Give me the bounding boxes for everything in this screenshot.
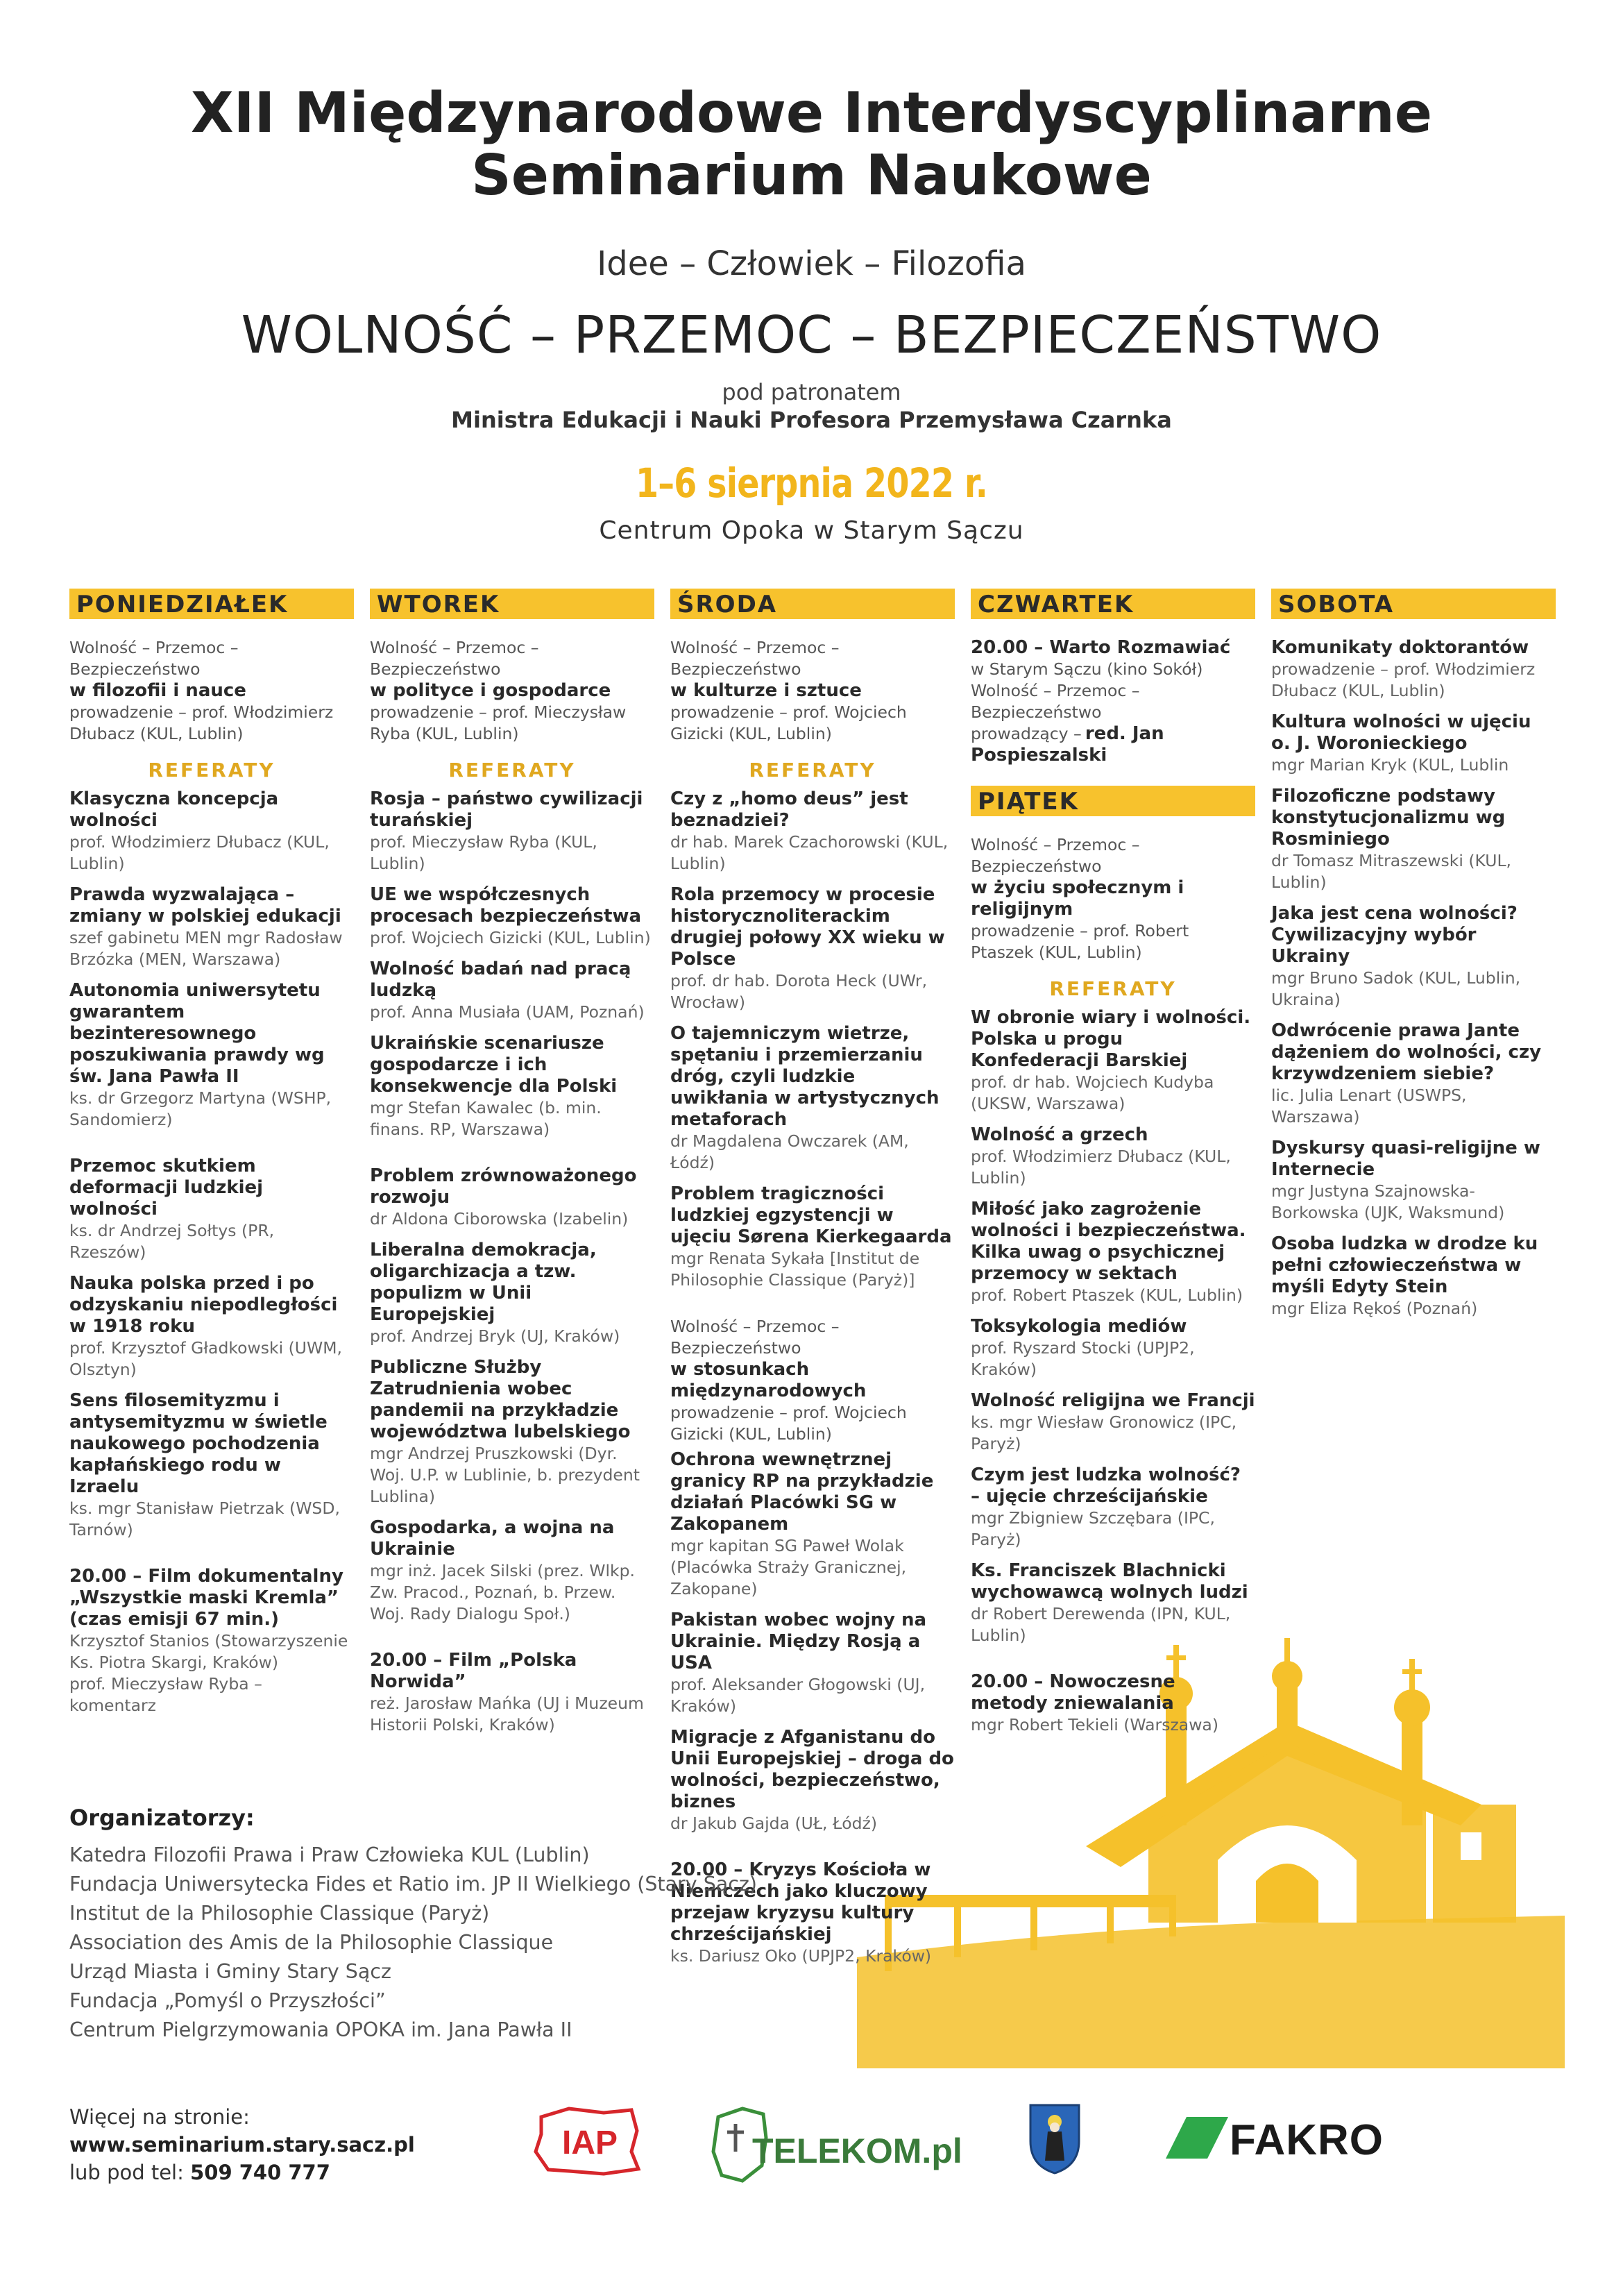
session-title: w filozofii i nauce [69,680,246,701]
lecture-author: prof. dr hab. Dorota Heck (UWr, Wrocław) [670,971,928,1012]
lecture-title: Rola przemocy w procesie historycznoliterackim drugiej połowy XX wieku w Polsce [670,884,945,970]
session-lead: prowadzenie – prof. Robert Ptaszek (KUL, Lublin) [971,921,1189,962]
session-tag: Wolność – Przemoc – Bezpieczeństwo [370,638,539,679]
day-header-thursday: CZWARTEK [971,589,1255,619]
lecture-item [69,1156,354,1263]
session-tag: Wolność – Przemoc – Bezpieczeństwo [69,638,239,679]
session-lead: prowadzenie – prof. Mieczysław Ryba (KUL, Lublin) [370,702,627,743]
event-title: 20.00 – Nowoczesne metody zniewalania [971,1671,1175,1714]
lecture-item [670,1183,955,1291]
phone-label: lub pod tel: [69,2161,184,2184]
lecture-author: mgr Justyna Szajnowska-Borkowska (UJK, Waksmund) [1271,1181,1505,1222]
event-author: Krzysztof Stanios (Stowarzyszenie Ks. Piotra Skargi, Kraków) [69,1631,348,1672]
organizer-item: Institut de la Philosophie Classique (Paryż) [69,1902,490,1925]
lecture-item [971,1464,1255,1551]
session-lead: prowadzenie – prof. Wojciech Gizicki (KUL, Lublin) [670,1403,907,1444]
lecture-author: prof. Ryszard Stocki (UPJP2, Kraków) [971,1338,1195,1379]
lecture-title: Toksykologia mediów [971,1316,1187,1337]
thursday-event-tag: Wolność – Przemoc – Bezpieczeństwo [971,681,1140,722]
lecture-author: dr Robert Derewenda (IPN, KUL, Lublin) [971,1604,1231,1645]
organizers-heading: Organizatorzy: [69,1805,255,1831]
lecture-item [69,788,354,875]
thursday-event-place: w Starym Sączu (kino Sokół) [971,659,1203,679]
lecture-author: mgr Eliza Rękoś (Poznań) [1271,1299,1478,1318]
lecture-item [69,884,354,970]
lecture-item [1271,786,1556,893]
lecture-title: Ochrona wewnętrznej granicy RP na przykładzie działań Placówki SG w Zakopanem [670,1449,934,1535]
lecture-author: dr Aldona Ciborowska (Izabelin) [370,1209,629,1229]
lecture-title: Liberalna demokracja, oligarchizacja a tzw. populizm w Unii Europejskiej [370,1240,597,1325]
phone-number: 509 740 777 [190,2161,330,2184]
day-header-friday: PIĄTEK [971,786,1255,816]
event-dates: 1–6 sierpnia 2022 r. [636,459,987,507]
lecture-title: W obronie wiary i wolności. Polska u progu Konfederacji Barskiej [971,1007,1251,1071]
thursday-event-host [971,723,1255,766]
lecture-title: Publiczne Służby Zatrudnienia wobec pandemii na przykładzie województwa lubelskiego [370,1357,631,1442]
lecture-title: Przemoc skutkiem deformacji ludzkiej wolności [69,1156,264,1219]
lecture-title: Problem zrównoważonego rozwoju [370,1165,637,1208]
more-info-label: Więcej na stronie: [69,2105,250,2129]
lecture-item [971,1124,1255,1189]
title-line-1: XII Międzynarodowe Interdyscyplinarne [191,81,1432,145]
lecture-title: Prawda wyzwalająca – zmiany w polskiej edukacji [69,884,341,927]
lecture-title: Filozoficzne podstawy konstytucjonalizmu wg Rosminiego [1271,786,1506,850]
event-title: 20.00 – Film „Polska Norwida” [370,1650,577,1692]
lecture-title: Miłość jako zagrożenie wolności i bezpieczeństwa. Kilka uwag o psychicznej przemocy w sektach [971,1199,1246,1284]
lecture-item [370,884,654,949]
fakro-logo [1166,2116,1384,2164]
organizer-item: Fundacja Uniwersytecka Fides et Ratio im. JP II Wielkiego (Stary Sącz) [69,1873,758,1896]
iap-logo [527,2103,645,2182]
lecture-author: mgr Andrzej Pruszkowski (Dyr. Woj. U.P. w Lublinie, b. prezydent Lublina) [370,1444,640,1506]
telekom-logo [708,2103,962,2189]
lecture-item [971,1390,1255,1455]
lecture-title: Kultura wolności w ujęciu o. J. Woronieckiego [1271,711,1531,754]
lecture-author: ks. mgr Stanisław Pietrzak (WSD, Tarnów) [69,1499,340,1539]
lecture-title: Odwrócenie prawa Jante dążeniem do wolności, czy krzywdzeniem siebie? [1271,1020,1542,1084]
lecture-author: ks. dr Grzegorz Martyna (WSHP, Sandomierz) [69,1088,332,1129]
lecture-author: lic. Julia Lenart (USWPS, Warszawa) [1271,1086,1467,1126]
lecture-author: prof. Krzysztof Gładkowski (UWM, Olsztyn) [69,1338,342,1379]
lecture-title: Autonomia uniwersytetu gwarantem bezinteresownego poszukiwania prawdy wg św. Jana Pawła II [69,980,325,1087]
event-commentary: prof. Mieczysław Ryba – komentarz [69,1674,262,1715]
lecture-item [670,884,955,1013]
lecture-author: ks. mgr Wiesław Gronowicz (IPC, Paryż) [971,1412,1237,1453]
lecture-author: mgr Stefan Kawalec (b. min. finans. RP, Warszawa) [370,1098,602,1139]
event-author: mgr Robert Tekieli (Warszawa) [971,1715,1218,1734]
lecture-item [670,788,955,875]
day-column-wednesday [670,589,955,1977]
lecture-item [1271,711,1556,776]
lecture-author: dr Magdalena Owczarek (AM, Łódź) [670,1131,909,1172]
lecture-title: Wolność badań nad pracą ludzką [370,959,631,1001]
lecture-title: UE we współczesnych procesach bezpieczeństwa [370,884,642,927]
lecture-title: Migracje z Afganistanu do Unii Europejskiej – droga do wolności, bezpieczeństwo, biznes [670,1727,954,1812]
lecture-author: mgr kapitan SG Paweł Wolak (Placówka Straży Granicznej, Zakopane) [670,1536,907,1598]
lecture-author: mgr Renata Sykała [Institut de Philosophie Classique (Paryż)] [670,1249,920,1290]
lecture-author: dr hab. Marek Czachorowski (KUL, Lublin) [670,832,949,873]
patronage-intro: pod patronatem [722,379,901,405]
lecture-author: ks. dr Andrzej Sołtys (PR, Rzeszów) [69,1221,275,1262]
organizer-item: Urząd Miasta i Gminy Stary Sącz [69,1960,391,1983]
lecture-author: mgr Zbigniew Szczębara (IPC, Paryż) [971,1508,1215,1549]
lecture-title: Komunikaty doktorantów [1271,637,1529,658]
lecture-item [370,1240,654,1347]
lecture-author: prof. Andrzej Bryk (UJ, Kraków) [370,1326,620,1346]
lecture-author: mgr inż. Jacek Silski (prez. Wlkp. Zw. Pracod., Poznań, b. Przew. Woj. Rady Dialogu Społ.) [370,1561,635,1623]
day-column-tuesday [370,589,654,1746]
lecture-title: Czym jest ludzka wolność? – ujęcie chrześcijańskie [971,1464,1241,1507]
fakro-logo-text: FAKRO [1230,2116,1384,2164]
patronage-name: Ministra Edukacji i Nauki Profesora Przemysława Czarnka [451,407,1172,433]
lecture-author: prowadzenie – prof. Włodzimierz Dłubacz (KUL, Lublin) [1271,659,1536,700]
stary-sacz-crest-icon [1027,2100,1082,2179]
lecture-item [1271,903,1556,1011]
lecture-title: Pakistan wobec wojny na Ukrainie. Między Rosją a USA [670,1610,927,1673]
lecture-item [69,1273,354,1381]
lecture-item [370,1033,654,1140]
referaty-label: REFERATY [1049,977,1177,1000]
session-lead: prowadzenie – prof. Włodzimierz Dłubacz (KUL, Lublin) [69,702,334,743]
lecture-title: Gospodarka, a wojna na Ukrainie [370,1517,615,1560]
host-label: prowadzący – [971,724,1082,743]
event-title: 20.00 – Kryzys Kościoła w Niemczech jako kluczowy przejaw kryzysu kultury chrześcijańskiej [670,1859,931,1945]
lecture-title: Wolność religijna we Francji [971,1390,1255,1411]
telekom-logo-text: TELEKOM.pl [752,2132,962,2170]
lecture-author: mgr Bruno Sadok (KUL, Lublin, Ukraina) [1271,968,1521,1009]
event-author: reż. Jarosław Mańka (UJ i Muzeum Historii Polski, Kraków) [370,1694,644,1734]
session-tag: Wolność – Przemoc – Bezpieczeństwo [971,835,1140,876]
day-header-monday: PONIEDZIAŁEK [69,589,354,619]
day-header-wednesday: ŚRODA [670,589,955,619]
iap-logo-text: IAP [562,2125,618,2161]
lecture-author: prof. Anna Musiała (UAM, Poznań) [370,1002,645,1022]
lecture-author: prof. Aleksander Głogowski (UJ, Kraków) [670,1675,926,1716]
evening-event [370,1650,654,1736]
lecture-title: Dyskursy quasi-religijne w Internecie [1271,1138,1540,1180]
theme: WOLNOŚĆ – PRZEMOC – BEZPIECZEŃSTWO [241,305,1382,365]
lecture-author: prof. Robert Ptaszek (KUL, Lublin) [971,1285,1243,1305]
lecture-title: Osoba ludzka w drodze ku pełni człowieczeństwa w myśli Edyty Stein [1271,1233,1538,1297]
organizer-item: Association des Amis de la Philosophie Classique [69,1931,554,1954]
lecture-author: prof. Włodzimierz Dłubacz (KUL, Lublin) [971,1147,1231,1188]
lecture-item [670,1449,955,1600]
referaty-label: REFERATY [448,759,576,782]
lecture-title: Wolność a grzech [971,1124,1148,1145]
subtitle: Idee – Człowiek – Filozofia [597,244,1026,283]
day-column-saturday [1271,589,1556,1329]
evening-event [69,1566,354,1716]
lecture-author: dr Jakub Gajda (UŁ, Łódź) [670,1814,877,1833]
lecture-author: prof. Mieczysław Ryba (KUL, Lublin) [370,832,597,873]
event-venue: Centrum Opoka w Starym Sączu [599,516,1024,545]
lecture-item [1271,1020,1556,1128]
event-author: ks. Dariusz Oko (UPJP2, Kraków) [670,1946,932,1966]
session-title: w polityce i gospodarce [370,680,611,701]
session-tag: Wolność – Przemoc – Bezpieczeństwo [670,638,840,679]
lecture-item [670,1023,955,1174]
organizers-section [69,1805,757,2045]
lecture-item [670,1610,955,1717]
lecture-title: Czy z „homo deus” jest beznadziei? [670,788,908,831]
session-title: w kulturze i sztuce [670,680,862,701]
organizer-item: Fundacja „Pomyśl o Przyszłości” [69,1989,386,2012]
referaty-label: REFERATY [749,759,876,782]
event-title: 20.00 – Film dokumentalny „Wszystkie maski Kremla” (czas emisji 67 min.) [69,1566,343,1630]
day-header-tuesday: WTOREK [370,589,654,619]
title-line-2: Seminarium Naukowe [471,143,1152,208]
lecture-item [370,788,654,875]
lecture-title: Ks. Franciszek Blachnicki wychowawcą wolnych ludzi [971,1560,1248,1603]
organizer-item: Centrum Pielgrzymowania OPOKA im. Jana Pawła II [69,2018,572,2041]
lecture-title: Jaka jest cena wolności? Cywilizacyjny wybór Ukrainy [1271,903,1518,967]
lecture-item [69,980,354,1131]
lecture-title: Klasyczna koncepcja wolności [69,788,279,831]
lecture-title: Ukraińskie scenariusze gospodarcze i ich konsekwencje dla Polski [370,1033,618,1097]
evening-event [971,1671,1255,1736]
session-title: w stosunkach międzynarodowych [670,1359,867,1401]
lecture-title: Nauka polska przed i po odzyskaniu niepodległości w 1918 roku [69,1273,338,1337]
lecture-item [370,1357,654,1508]
lecture-item [971,1560,1255,1646]
day-column-thursday-friday [971,589,1255,1746]
session-lead: prowadzenie – prof. Wojciech Gizicki (KUL, Lublin) [670,702,907,743]
website-link[interactable]: www.seminarium.stary.sacz.pl [69,2133,415,2156]
fakro-chevron-icon [1166,2117,1228,2159]
lecture-author: prof. Włodzimierz Dłubacz (KUL, Lublin) [69,832,330,873]
lecture-item [971,1007,1255,1115]
referaty-label: REFERATY [148,759,275,782]
host-name: red. Jan Pospieszalski [971,723,1164,766]
lecture-item [370,1517,654,1625]
lecture-title: Problem tragiczności ludzkiej egzystencji w ujęciu Sørena Kierkegaarda [670,1183,952,1247]
lecture-item [370,1165,654,1230]
contact-footer [69,2103,415,2186]
lecture-author: prof. dr hab. Wojciech Kudyba (UKSW, Warszawa) [971,1072,1214,1113]
lecture-item [1271,1138,1556,1224]
day-header-saturday: SOBOTA [1271,589,1556,619]
organizer-item: Katedra Filozofii Prawa i Praw Człowieka KUL (Lublin) [69,1843,590,1866]
session-tag: Wolność – Przemoc – Bezpieczeństwo [670,1317,840,1358]
session-title: w życiu społecznym i religijnym [971,877,1184,920]
lecture-author: dr Tomasz Mitraszewski (KUL, Lublin) [1271,851,1512,892]
lecture-author: mgr Marian Kryk (KUL, Lublin [1271,755,1509,775]
lecture-item [1271,637,1556,702]
lecture-author: prof. Wojciech Gizicki (KUL, Lublin) [370,928,651,947]
lecture-title: O tajemniczym wietrze, spętaniu i przemierzaniu dróg, czyli ludzkie uwikłania w artystycznych metaforach [670,1023,940,1130]
day-column-monday [69,589,354,1726]
lecture-item [971,1316,1255,1381]
lecture-title: Rosja – państwo cywilizacji turańskiej [370,788,643,831]
lecture-author: szef gabinetu MEN mgr Radosław Brzózka (MEN, Warszawa) [69,928,343,969]
lecture-title: Sens filosemityzmu i antysemityzmu w świetle naukowego pochodzenia kapłańskiego rodu w Izraelu [69,1390,328,1497]
lecture-item [370,959,654,1023]
lecture-item [1271,1233,1556,1319]
lecture-item [69,1390,354,1541]
thursday-event-title: 20.00 – Warto Rozmawiać [971,637,1231,658]
lecture-item [971,1199,1255,1306]
